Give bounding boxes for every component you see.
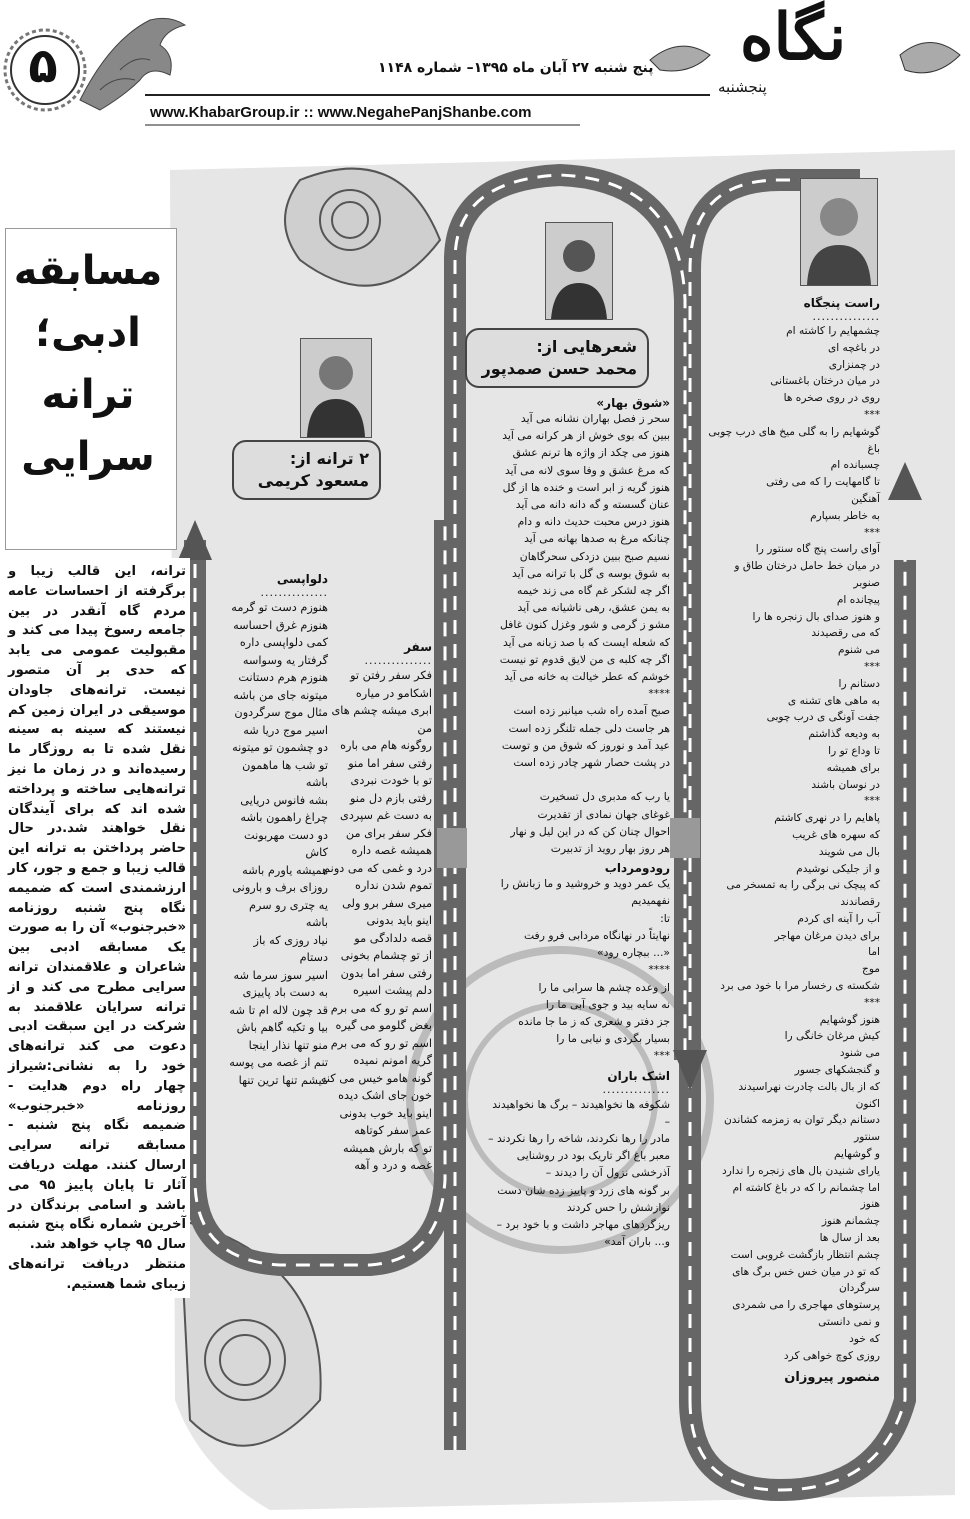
- page-header: [0, 0, 970, 140]
- poem-text: سحر ز فصل بهاران نشانه می آید ببین که بوی خوش از هر کرانه می آید هنوز می چکد از واژه ها ترنم عشق که مرغ عشق و وفا سوی لانه می آید هنوز گریه ز ابر است و خنده ها از گل عنان گسسته و گه دانه دانه می آید هنوز درس محبت حدیث دانه و دام چنانکه مرغ به صدها بهانه می آید نسیم صبح ببین دزدکی سحرگاهان به شوق بوسه ی گل با ترانه می آید اگر چه لشکر غم گاه می زند خیمه به یمن عشق، رهی ناشیانه می آید مشو ز گرمی و شور وغزل کنون غافل که شعله ایست که با صد زبانه می آید اگر چه کلبه ی من لایق قدوم تو نیست خوشم که عطر خیالت به خانه می آید **** صبح آمده راه شب میانبر زده است هر جاست دلی جمله تلنگر زده است عید آمد و نوروز که شوق من و توست در پشت حصار شهر چادر زده است یا رب که مدبری دل تسخیرت غوغای جهان نمادی از تقدیرت احوال چنان کن که در این لیل و نهار هر روز بهار روید از تدبیرت: [499, 412, 670, 856]
- karimi-label: ۲ ترانه از:: [289, 449, 369, 468]
- poem-title: سفر: [404, 640, 432, 654]
- karimi-name: مسعود کریمی: [257, 471, 369, 490]
- title-line: ترانه: [41, 372, 135, 418]
- poem-title: دلواپسی: [276, 572, 328, 586]
- samadpour-photo: [545, 222, 613, 320]
- title-line: مسابقه: [13, 248, 163, 294]
- samadpour-poem-block: «شوق بهار» سحر ز فصل بهاران نشانه می آید ببین که بوی خوش از هر کرانه می آید هنوز می چکد از واژه ها ترنم عشق که مرغ عشق و وفا سوی لانه می آید هنوز گریه ز ابر است و خنده ها از گل عنان گسسته و گه دانه دانه می آید هنوز درس محبت حدیث دانه و دام چنانکه مرغ به صدها بهانه می آید نسیم صبح ببین دزدکی سحرگاهان به شوق بوسه ی گل با ترانه می آید اگر چه لشکر غم گاه می زند خیمه به یمن عشق، رهی ناشیانه می آید مشو ز گرمی و شور وغزل کنون غافل که شعله ایست که با صد زبانه می آید اگر چه کلبه ی من لایق قدوم تو نیست خوشم که عطر خیالت به خانه می آید **** صبح آمده راه شب میانبر زده است هر جاست دلی جمله تلنگر زده است عید آمد و نوروز که شوق من و توست در پشت حصار شهر چادر زده است یا رب که مدبری دل تسخیرت غوغای جهان نمادی از تقدیرت احوال چنان کن که در این لیل و نهار هر روز بهار روید از تدبیرت رودومرداب یک عمر دوید و خروشید و ما زبانش را نفهمیدیم تا: نهایتاً در نهانگاه مردابی فرو رفت «... ببچاره رود» **** از وعده چشم ها سرابی ما را نه سایه بید و جوی آبی ما را جز دفتر و شعری که ز ما جا مانده بسیار بگردی و نیابی ما را *** اشک باران ............... شکوفه ها نخواهیدند – برگ ها نخواهیدند – مادر را رها نکردند، شاخه را رها نکردند – معبر باغ اگر تاریک بود در روشنایی آذرخشی نزول آن را دیدند – بر گونه های زرد و پاییز زده شان دست نوازشش را حس کردند ریزگردهای مهاجر داشت و با خود برد – و... باران آمد»: [480, 396, 670, 1250]
- poem-text: شکوفه ها نخواهیدند – برگ ها نخواهیدند – مادر را رها نکردند، شاخه را رها نکردند – معبر باغ اگر تاریک بود در روشنایی آذرخشی نزول آن را دیدند – بر گونه های زرد و پاییز زده شان دست نوازشش را حس کردند ریزگردهای مهاجر داشت و با خود برد – و... باران آمد»: [488, 1097, 670, 1249]
- poem-title: «شوق بهار»: [596, 396, 670, 410]
- logo-title: نگاه: [740, 0, 847, 75]
- poem-author: منصور پیروزان: [784, 1370, 880, 1386]
- karimi-poem1-block: دلواپسی ............... هنوزم دست تو گرمه هنوزم غرق احساسه کمی دلواپسی داره گرفتار یه وسواسه هنوزم هرم دستانت میتونه جای من باشه مثال موج سرگردون اسیر موج دریا شه دو چشمون تو میتونه تو شب ها ماهمون باشه بشه فانوس دریایی چراغ راهمون باشه دو دست مهربونت کاش همیشه یاورم باشه روزای برف و بارونی یه چتری رو سرم باشه نیاد روزی که باز دستام اسیر سوز سرما شه به دست باد پاییزی قد چون لاله ام تا شه بیا و تکیه گاهم باش منو تنها نذار اینجا تنم از غصه می پوسه میشم تنها ترین تنها: [226, 572, 328, 1089]
- poem-title: راست پنجگاه: [803, 296, 880, 310]
- portrait-icon: [301, 339, 371, 437]
- karimi-poem2-block: سفر ............... فکر سفر رفتن تو اشکامو در میاره ابری میشه چشم های من روگونه هام می باره رفتی سفر اما منو تو با خودت نبردی رفتی بازم دل منو به دست غم سپردی فکر سفر برای من همیشه غصه داره درد و غمی که می دونم تموم شدن نداره میری سفر برو ولی اینو باید بدونی قصه دلدادگی مو از تو چشمام بخونی رفتی سفر اما بدون دلم پیشت اسیره اسم تو رو که می برم بغض گلومو می گیره اسم تو رو که می برم گریه امونم نمیده گونه هامو خیس می کنه خون جای اشک دیده اینو باید خوب بدونی عمر سفر کوتاهه تو که بارش همیشه غصه و درد و آهه: [320, 640, 432, 1175]
- website-urls[interactable]: www.KhabarGroup.ir :: www.NegahePanjShanbe.com: [150, 104, 532, 121]
- date-and-issue: پنج شنبه ۲۷ آبان ماه ۱۳۹۵– شماره ۱۱۴۸: [378, 60, 654, 76]
- poem-title: رودومرداب: [604, 861, 670, 876]
- samadpour-name-box: [465, 328, 649, 388]
- title-line: سرایی: [21, 434, 155, 480]
- page-number: ۵: [28, 38, 58, 94]
- poem-text: یک عمر دوید و خروشید و ما زبانش را نفهمیدیم تا: نهایتاً در نهانگاه مردابی فرو رفت «... ببچاره رود» **** از وعده چشم ها سرابی ما را نه سایه بید و جوی آبی ما را جز دفتر و شعری که ز ما جا مانده بسیار بگردی و نیابی ما را ***: [500, 877, 670, 1063]
- pirouzan-poem-block: راست پنجگاه ............... چشمهایم را کاشته ام در باغچه ای در چمنزاری در میان درختان باغستانی روی در روی صخره ها *** گوشهایم را به گلی میخ های درب چوبی باغ چسبانده ام تا گامهایت را که می رفتی آهنگین به خاطر بسپارم *** آوای راست پنج گاه سنتور را در میان خط حامل درختان طاق و صنوبر پیچانده ام و هنوز صدای بال زنجره ها را که می رقصیدند می شنوم *** دستانم را به ماهی های تشنه ی جفت آونگی ی درب چوبی به ودیعه گذاشتم تا وداع تو را برای همیشه در نوسان باشند *** پاهایم را در نهری کاشتم که سهره های غریب بال می شویند و از جلیکی نوشیدم که پیچک نی برگی را به تمسخر می رقصاندند آب را آینه ای کردم برای دیدن مرغان مهاجر اما موج شکسته ی رخسار مرا با خود می برد *** هنوز گوشهایم کیش مرغان خانگی را می شنود و گنجشکهای جسور که از بال بالت چادرت نهراسیدند اکنون دستانم دیگر توان به زمزمه کشاندن سنتور و گوشهایم یارای شنیدن بال های زنجره را ندارد اما چشمانم را که در باغ کاشته ام هنوز چشمانم هنوز بعد از سال ها چشم انتظار بازگشت غروبی است که تو در میان خس خس برگ های سرگردان پرستوهای مهاجری را می شمردی و نمی دانستی که خود روزی کوچ خواهی کرد منصور پیروزان: [708, 296, 880, 1386]
- poem-text: فکر سفر رفتن تو اشکامو در میاره ابری میشه چشم های من روگونه هام می باره رفتی سفر اما منو تو با خودت نبردی رفتی بازم دل منو به دست غم سپردی فکر سفر برای من همیشه غصه داره درد و غمی که می دونم تموم شدن نداره میری سفر برو ولی اینو باید بدونی قصه دلدادگی مو از تو چشمام بخونی رفتی سفر اما بدون دلم پیشت اسیره اسم تو رو که می برم بغض گلومو می گیره اسم تو رو که می برم گریه امونم نمیده گونه هامو خیس می کنه خون جای اشک دیده اینو باید خوب بدونی عمر سفر کوتاهه تو که بارش همیشه غصه و درد و آهه: [320, 669, 432, 1172]
- competition-text: ترانه، این قالب زیبا و برگرفته از احساسات عامه مردم گاه آنقدر در بین جامعه رسوخ پیدا می کند و مقبولیت عمومی می یابد که حدی بر آن متصور نیست. ترانه‌های جاودان موسیقی در ایران زمین کم نیستند که سینه به سینه نقل شده تا به روزگار ما رسیده‌اند و در زمان ما نیز ترانه‌هایی ساخته و پرداخته شده اند که برای آیندگان نقل خواهند شد.در حال حاضر پرداختن به ترانه این قالب زیبا و جمع و جور، کار ارزشمندی است که ضمیمه نگاه پنج شنبه روزنامه «خبرجنوب» آن را به صورت یک مسابقه ادبی بین شاعران و علاقمندان ترانه سرایی مطرح می کند و از ترانه سرایان علاقمند به شرکت در این سبقت ادبی دعوت می کند ترانه‌های خود را به نشانی:شیراز چهار راه دوم هدایت - روزنامه «خبرجنوب» ضمیمه نگاه پنج شنبه - مسابقه ترانه سرایی ارسال کنند. مهلت دریافت آثار تا پایان پاییز ۹۵ می باشد و اسامی برندگان در آخرین شماره نگاه پنج شنبه سال ۹۵ چاپ خواهد شد.: [8, 564, 186, 1253]
- pirouzan-photo: [800, 178, 878, 286]
- logo-subtitle: پنجشنبه: [718, 78, 767, 96]
- portrait-icon: [546, 223, 612, 319]
- portrait-icon: [801, 179, 877, 285]
- competition-body: [4, 558, 190, 1298]
- poem-text: چشمهایم را کاشته ام در باغچه ای در چمنزاری در میان درختان باغستانی روی در روی صخره ها *** گوشهایم را به گلی میخ های درب چوبی باغ چسبانده ام تا گامهایت را که می رفتی آهنگین به خاطر بسپارم *** آوای راست پنج گاه سنتور را در میان خط حامل درختان طاق و صنوبر پیچانده ام و هنوز صدای بال زنجره ها را که می رقصیدند می شنوم *** دستانم را به ماهی های تشنه ی جفت آونگی ی درب چوبی به ودیعه گذاشتم تا وداع تو را برای همیشه در نوسان باشند *** پاهایم را در نهری کاشتم که سهره های غریب بال می شویند و از جلیکی نوشیدم که پیچک نی برگی را به تمسخر می رقصاندند آب را آینه ای کردم برای دیدن مرغان مهاجر اما موج شکسته ی رخسار مرا با خود می برد *** هنوز گوشهایم کیش مرغان خانگی را می شنود و گنجشکهای جسور که از بال بالت چادرت نهراسیدند اکنون دستانم دیگر توان به زمزمه کشاندن سنتور و گوشهایم یارای شنیدن بال های زنجره را ندارد اما چشمانم را که در باغ کاشته ام هنوز چشمانم هنوز بعد از سال ها چشم انتظار بازگشت غروبی است که تو در میان خس خس برگ های سرگردان پرستوهای مهاجری را می شمردی و نمی دانستی که خود روزی کوچ خواهی کرد: [708, 325, 880, 1362]
- poem-text: هنوزم دست تو گرمه هنوزم غرق احساسه کمی دلواپسی داره گرفتار یه وسواسه هنوزم هرم دستانت میتونه جای من باشه مثال موج سرگردون اسیر موج دریا شه دو چشمون تو میتونه تو شب ها ماهمون باشه بشه فانوس دریایی چراغ راهمون باشه دو دست مهربونت کاش همیشه یاورم باشه روزای برف و بارونی یه چتری رو سرم باشه نیاد روزی که باز دستام اسیر سوز سرما شه به دست باد پاییزی قد چون لاله ام تا شه بیا و تکیه گاهم باش منو تنها نذار اینجا تنم از غصه می پوسه میشم تنها ترین تنها: [229, 601, 328, 1087]
- title-line: ادبی؛: [35, 310, 141, 356]
- poem-title: اشک باران: [607, 1068, 670, 1083]
- samadpour-label: شعرهایی از:: [536, 337, 637, 356]
- competition-title: [8, 240, 168, 488]
- samadpour-name: محمد حسن صمدپور: [481, 359, 637, 378]
- karimi-name-box: [232, 440, 381, 500]
- karimi-photo: [300, 338, 372, 438]
- phoenix-ornament-icon: [80, 18, 185, 110]
- competition-closing: منتظر دریافت ترانه‌های زیبای شما هستیم.: [8, 1256, 186, 1292]
